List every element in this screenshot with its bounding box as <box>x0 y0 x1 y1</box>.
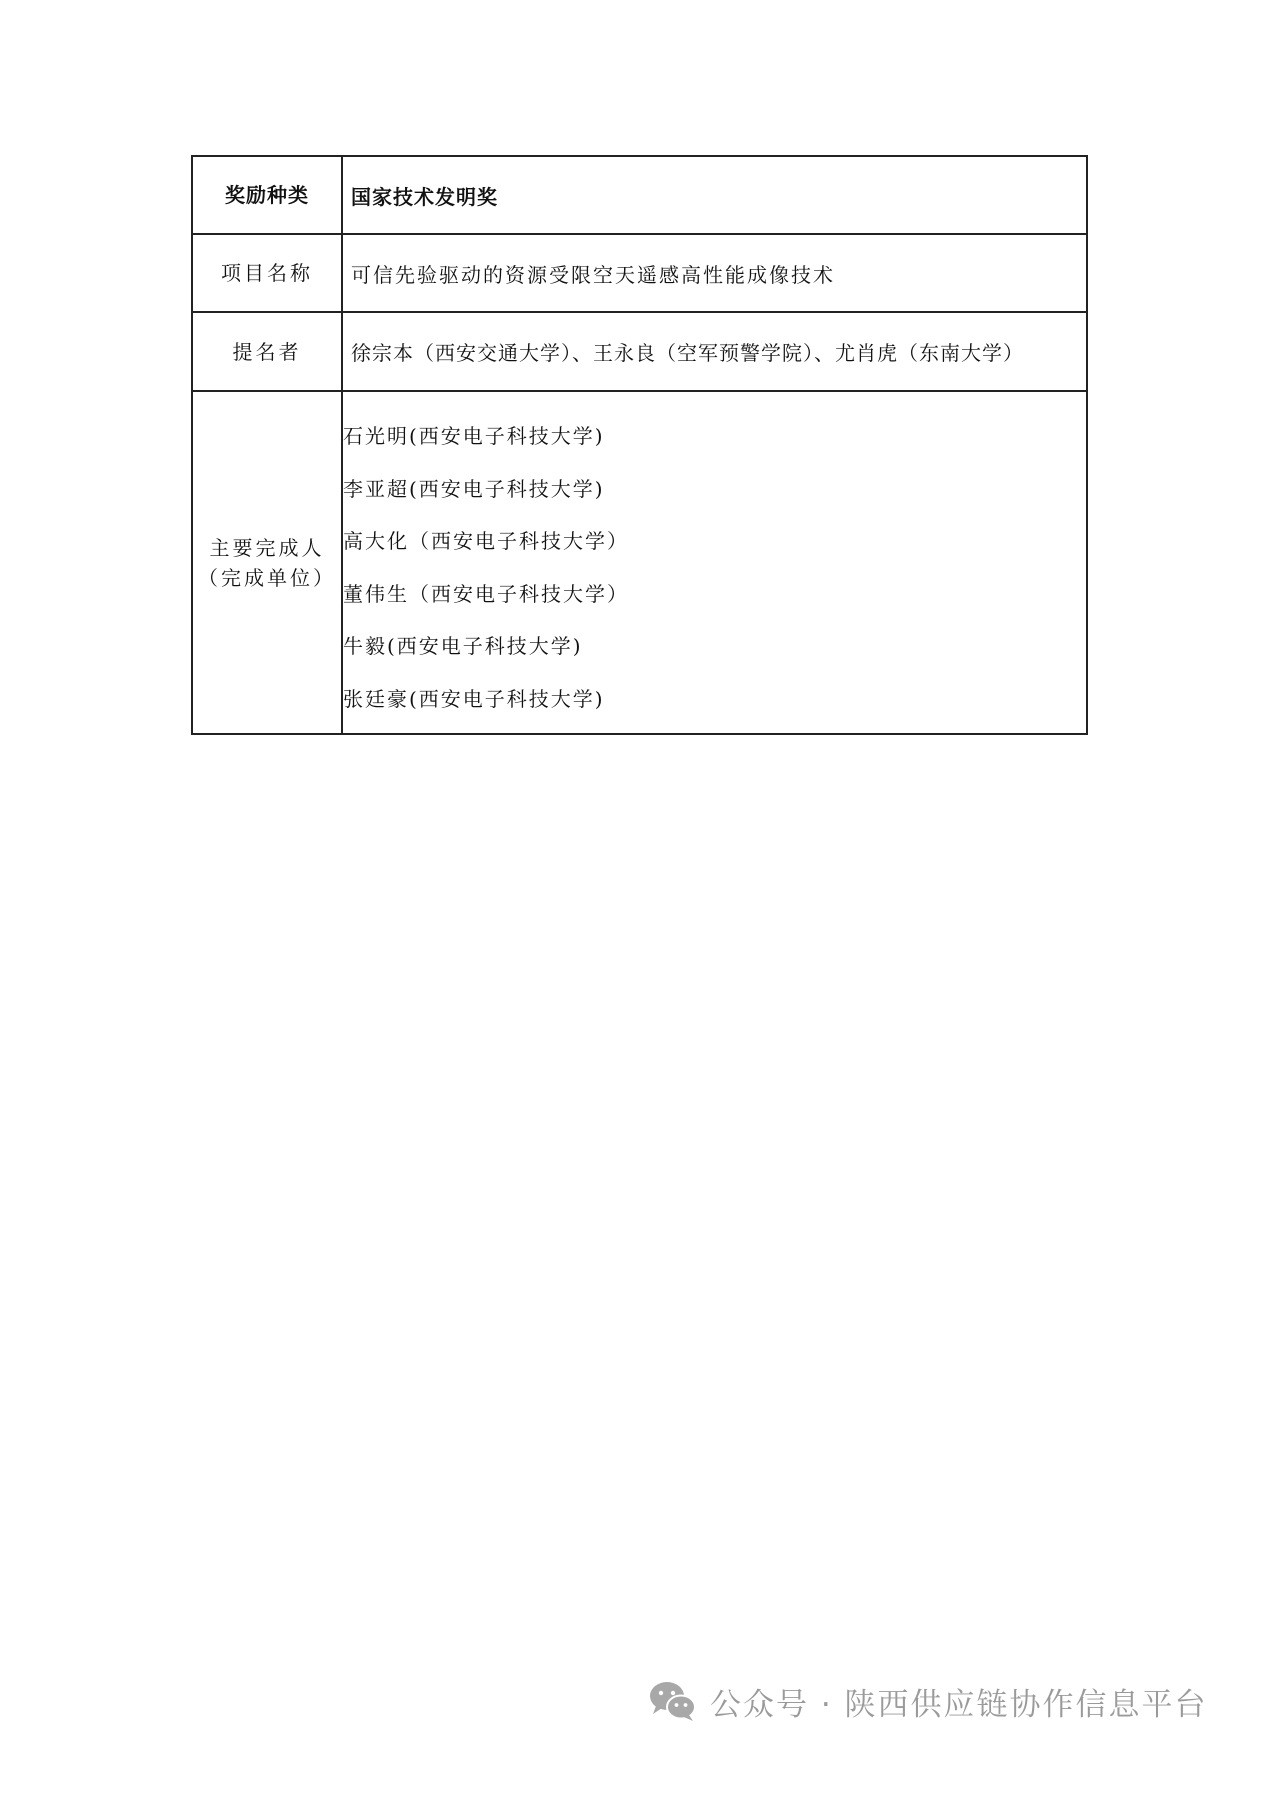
completers-label-line1: 主要完成人 <box>209 535 325 560</box>
completers-label <box>192 391 342 734</box>
award-type-value: 国家技术发明奖 <box>342 156 1087 234</box>
list-item-person: 石光明(西安电子科技大学) <box>343 424 605 448</box>
nominator-value: 徐宗本（西安交通大学）、王永良（空军预警学院）、尤肖虎（东南大学） <box>342 312 1087 391</box>
nominator-label: 提名者 <box>192 312 342 391</box>
watermark <box>648 1676 1208 1726</box>
table-row-project <box>192 234 1087 312</box>
list-item-person: 董伟生（西安电子科技大学） <box>343 581 629 606</box>
watermark-text: 公众号 · 陕西供应链协作信息平台 <box>710 1686 1208 1723</box>
project-name-value: 可信先验驱动的资源受限空天遥感高性能成像技术 <box>342 234 1087 312</box>
list-item-person: 张廷豪(西安电子科技大学) <box>343 686 605 711</box>
completers-label-line2: （完成单位） <box>198 565 336 590</box>
project-name-label: 项目名称 <box>192 234 342 312</box>
table-row-award <box>192 156 1087 234</box>
award-info-table <box>191 155 1088 735</box>
wechat-icon <box>648 1679 698 1723</box>
list-item-person: 牛毅(西安电子科技大学) <box>343 634 583 658</box>
completers-list <box>342 391 1087 734</box>
table-row-completers <box>192 391 1087 734</box>
list-item-person: 李亚超(西安电子科技大学) <box>343 476 605 501</box>
list-item-person: 高大化（西安电子科技大学） <box>343 529 629 553</box>
award-type-label: 奖励种类 <box>192 156 342 234</box>
table-row-nominator <box>192 312 1087 391</box>
